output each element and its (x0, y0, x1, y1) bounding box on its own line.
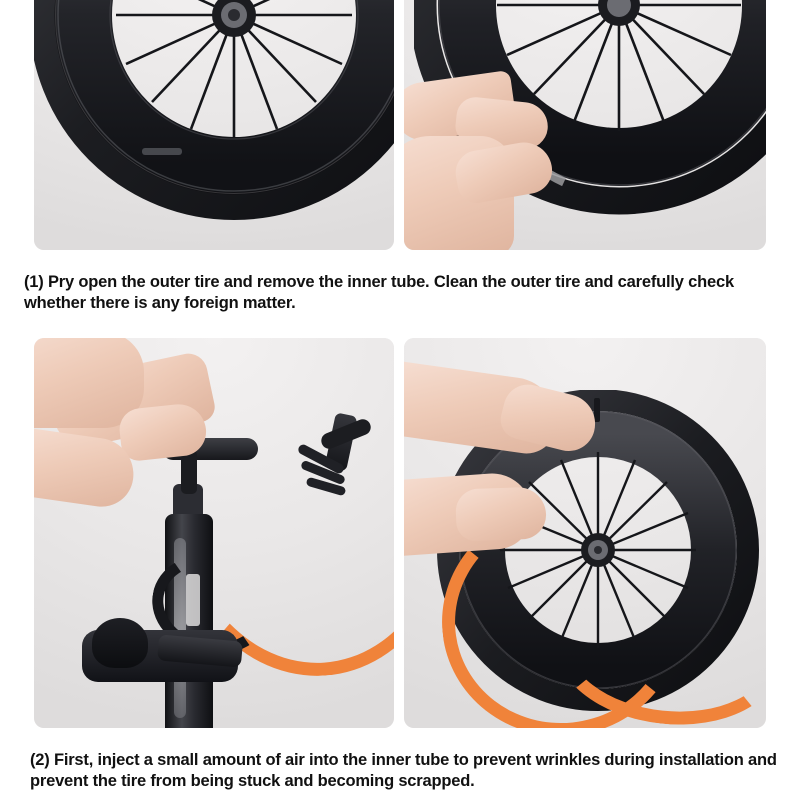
step-1-photo-left (34, 0, 394, 250)
hand-lower-right (455, 486, 547, 541)
pump-cylinder-foot (92, 618, 148, 668)
step-2-photo-right (404, 338, 766, 728)
step-2-caption: (2) First, inject a small amount of air into the inner tube to prevent wrinkles during installation and prevent the tire from being stuck and becoming scrapped. (30, 751, 777, 791)
bicycle-wheel-illustration (34, 0, 394, 240)
step-2-photo-left (34, 338, 394, 728)
step-1-caption: (1) Pry open the outer tire and remove the inner tube. Clean the outer tire and carefully check whether there is any foreign matter. (24, 273, 734, 313)
pump-handle-stem (181, 450, 197, 494)
step-1-photo-right (404, 0, 766, 250)
